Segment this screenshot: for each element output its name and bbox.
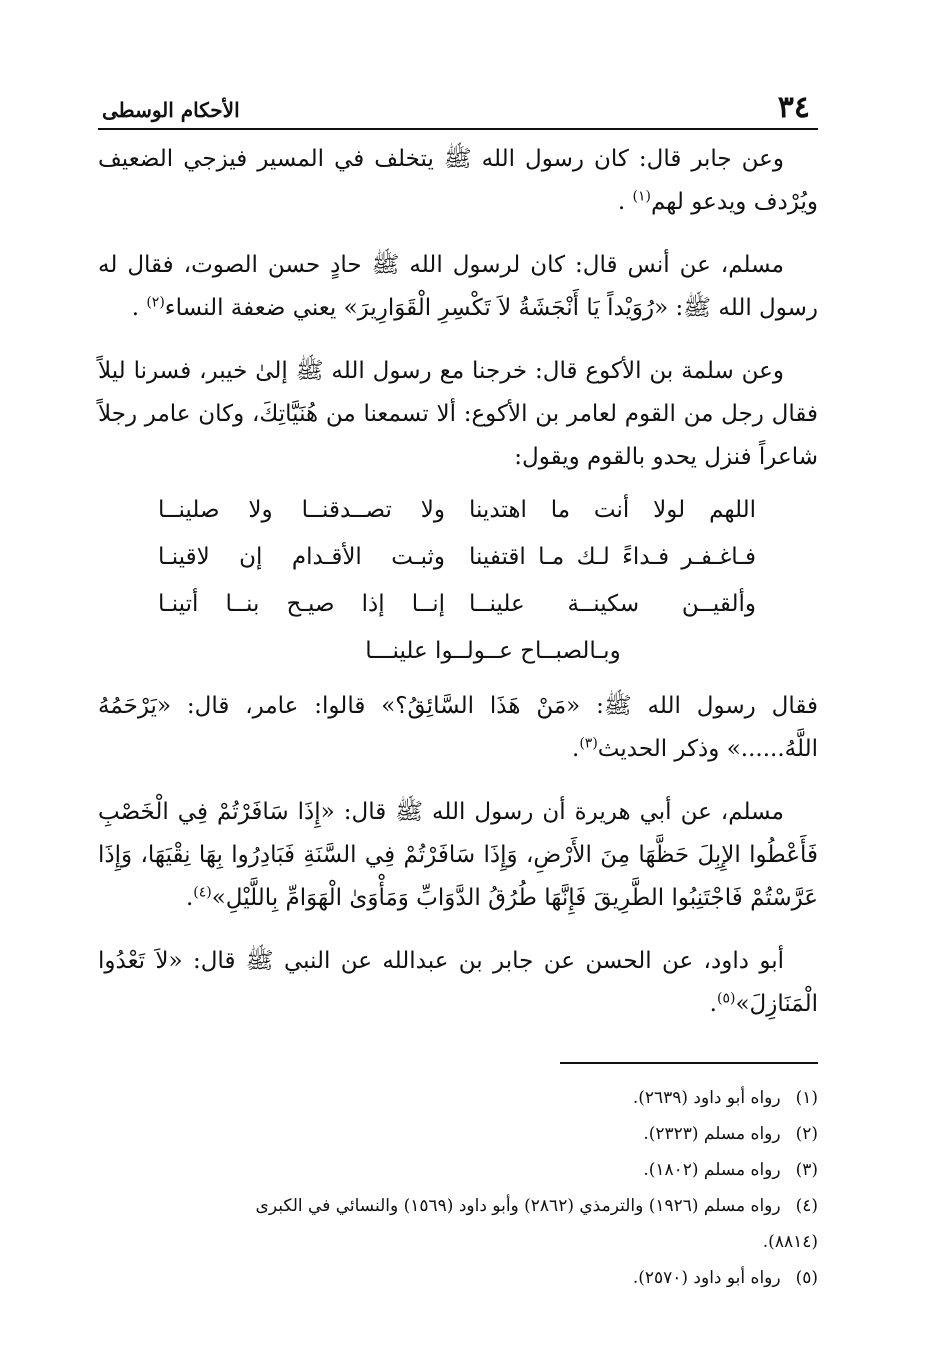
body-text [98, 138, 818, 1026]
footnote-text: رواه أبو داود (٢٥٧٠). [632, 1268, 781, 1288]
paragraph-text: مسلم، عن أبي هريرة أن رسول الله ﷺ قال: «إِذَا سَافَرْتُمْ فِي الْخَصْبِ فَأَعْطُوا الإِبِلَ حَظَّهَا مِنَ الأَرْضِ، وَإِذَا سَافَرْتُمْ فِي السَّنَةِ فَبَادِرُوا بِهَا نِقْيَهَا، وَإِذَا عَرَّسْتُمْ فَاجْتَنِبُوا الطَّرِيقَ فَإِنَّهَا طُرُقُ الدَّوَابِّ وَمَأْوَىٰ الْهَوَامِّ بِاللَّيْلِ» [98, 799, 818, 911]
footnote-text: رواه مسلم (٢٣٢٣). [643, 1124, 781, 1144]
footnote-ref[interactable]: (٤) [193, 884, 212, 901]
paragraph-end: . [131, 295, 140, 321]
paragraph-end: . [572, 736, 580, 762]
footnote-text: رواه أبو داود (٢٦٣٩). [632, 1088, 781, 1108]
poem-line [98, 534, 818, 581]
paragraph-text: فقال رسول الله ﷺ: «مَنْ هَذَا السَّائِقُ؟» قالوا: عامر، قال: «يَرْحَمُهُ اللَّهُ......» وذكر الحديث [98, 693, 818, 762]
poem-hemistich-second: وثبـت الأقـدام إن لاقينـا [158, 544, 446, 570]
footnote-ref[interactable]: (٥) [716, 990, 736, 1007]
footnote-number: (١) [795, 1088, 818, 1108]
poem-hemistich-second: إنــا إذا صيـح بنــا أتينـا [158, 591, 446, 617]
footnote-number: (٢) [795, 1124, 818, 1144]
footnote-2 [98, 1116, 818, 1152]
footnote-number: (٤) [795, 1196, 818, 1216]
paragraph-abu-dawud-stations [98, 940, 818, 1026]
poem-hemistich-first: فـاغـفـر فـداءً لـك مـا اقتفينا [468, 544, 756, 570]
page-number: ٣٤ [777, 90, 810, 125]
poem-closing-line: وبـالصبــاح عــولــوا علينـــا [365, 638, 621, 664]
running-title: الأحكام الوسطى [102, 98, 240, 122]
footnote-1 [98, 1080, 818, 1116]
footnotes [98, 1080, 818, 1296]
paragraph-text: وعن سلمة بن الأكوع قال: خرجنا مع رسول الله ﷺ إلىٰ خيبر، فسرنا ليلاً فقال رجل من القوم لعامر بن الأكوع: ألا تسمعنا من هُنَيَّاتِكَ، وكان عامر رجلاً شاعراً فنزل يحدو بالقوم ويقول: [98, 358, 818, 470]
poem-hemistich-second: ولا تصــدقنــا ولا صلينــا [158, 497, 446, 523]
paragraph-end: . [709, 991, 717, 1017]
paragraph-text: أبو داود، عن الحسن عن جابر بن عبدالله عن النبي ﷺ قال: «لاَ تَعْدُوا الْمَنَازِلَ» [98, 948, 818, 1017]
poem-hemistich-first: اللهم لولا أنت ما اهتدينا [468, 497, 756, 523]
paragraph-amir-driver [98, 685, 818, 771]
footnote-ref[interactable]: (٣) [579, 735, 598, 752]
footnote-3 [98, 1152, 818, 1188]
paragraph-jabir-march [98, 138, 818, 224]
paragraph-salama-khaybar [98, 350, 818, 479]
paragraph-text: مسلم، عن أنس قال: كان لرسول الله ﷺ حادٍ حسن الصوت، فقال له رسول الله ﷺ: «رُوَيْداً يَا أَنْجَشَةُ لاَ تَكْسِرِ الْقَوَارِيرَ» يعني ضعفة النساء [98, 252, 818, 321]
footnote-4-continuation: (٨٨١٤). [762, 1232, 818, 1252]
footnote-text: رواه مسلم (١٩٢٦) والترمذي (٢٨٦٢) وأبو داود (١٥٦٩) والنسائي في الكبرى [255, 1196, 781, 1216]
poem-hemistich-first: وألقيــن سكينــة علينــا [468, 591, 756, 617]
poem-line [98, 487, 818, 534]
poem-line [98, 581, 818, 628]
paragraph-abu-hurayra-travel [98, 791, 818, 920]
footnote-text: رواه مسلم (١٨٠٢). [643, 1160, 781, 1180]
footnote-5 [98, 1260, 818, 1296]
footnote-number: (٥) [795, 1268, 818, 1288]
paragraph-end: . [185, 885, 194, 911]
footnote-number: (٣) [795, 1160, 818, 1180]
paragraph-text: وعن جابر قال: كان رسول الله ﷺ يتخلف في المسير فيزجي الضعيف ويُرْدف ويدعو لهم [98, 146, 818, 215]
footnote-4 [98, 1188, 818, 1224]
footnote-divider [560, 1062, 818, 1064]
paragraph-end: . [617, 189, 626, 215]
poem [98, 487, 818, 675]
page-header [98, 88, 818, 130]
footnote-ref[interactable]: (١) [632, 188, 651, 205]
book-page [98, 88, 818, 1296]
footnote-ref[interactable]: (٢) [146, 294, 165, 311]
paragraph-anas-anjasha [98, 244, 818, 330]
